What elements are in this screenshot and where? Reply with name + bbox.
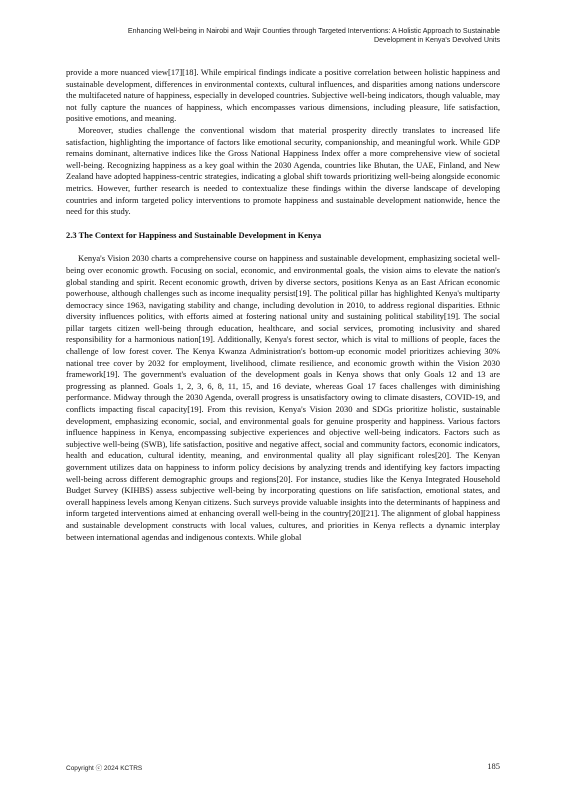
running-header-line-1: Enhancing Well-being in Nairobi and Wajir Counties through Targeted Interventions: A Holistic Approach to Sustainable [127,27,500,35]
copyright-notice: Copyright ⓒ 2024 KCTRS [66,765,143,772]
paragraph-1: provide a more nuanced view[17][18]. While empirical findings indicate a positive correlation between holistic happiness and sustainable development, differences in environmental contexts, cultural influences, and disparities among nations underscore the multifaceted nature of happiness, especially in developed countries. Subjective well-being indicators, though valuable, may not fully capture the nuances of happiness, which encompasses various dimensions, including pleasure, life satisfaction, positive emotions, and meaning. [66,67,500,124]
running-header [40,27,500,46]
paragraph-2: Moreover, studies challenge the conventional wisdom that material prosperity directly translates to increased life satisfaction, highlighting the importance of factors like emotional security, companionship, and meaningful work. While GDP remains dominant, alternative indices like the Gross National Happiness Index offer a more comprehensive view of societal well-being. Recognizing happiness as a key goal within the 2030 Agenda, countries like Bhutan, the UAE, Finland, and New Zealand have adopted happiness-centric strategies, indicating a global shift towards prioritizing well-being alongside economic metrics. However, further research is needed to contextualize these findings within the diverse landscape of developing countries and inform targeted policy interventions to promote happiness and sustainable development nationwide, hence the need for this study. [66,124,500,217]
section-heading: 2.3 The Context for Happiness and Sustainable Development in Kenya [66,229,322,240]
running-header-line-2: Development in Kenya's Devolved Units [374,36,500,45]
body-text [66,67,500,543]
paragraph-3: Kenya's Vision 2030 charts a comprehensive course on happiness and sustainable development, emphasizing societal well-being over economic growth. Focusing on social, economic, and environmental goals, the vision aims to elevate the nation's global standing and spirit. Recent economic growth, driven by diverse sectors, positions Kenya as an East African economic powerhouse, although challenges such as income inequality persist[19]. The political pillar has highlighted Kenya's multiparty democracy since 1963, navigating stability and change, including devolution in 2010, to address regional disparities. Ethnic diversity influences politics, with efforts aimed at fostering national unity and sustaining political stability[19]. The social pillar targets citizen well-being through education, healthcare, and social services, promoting inclusivity and shared responsibility for a harmonious nation[19]. Additionally, Kenya's forest sector, which is vital to millions of people, faces the challenge of low forest cover. The Kenya Kwanza Administration's bottom-up economic model prioritizes achieving 30% national tree cover by 2032 for employment, livelihood, climate resilience, and economic growth within the Vision 2030 framework[19]. The government's evaluation of the development goals in Kenya shows that only Goals 12 and 13 are progressing as planned. Goals 1, 2, 3, 6, 8, 11, 15, and 16 deviate, whereas Goal 17 faces challenges with diminishing performance. Midway through the 2030 Agenda, overall progress is unsatisfactory owing to climate disasters, COVID-19, and conflicts impacting fiscal capacity[19]. From this revision, Kenya's Vision 2030 and SDGs prioritize holistic, sustainable development, emphasizing economic, social, and environmental goals for genuine prosperity and happiness. Various factors influence happiness in Kenya, encompassing subjective experiences and objective well-being indicators. Factors such as subjective well-being (SWB), life satisfaction, positive and negative affect, social and community factors, economic indicators, health and education, cultural identity, meaning, and environmental quality all play significant roles[20]. The Kenyan government utilizes data on happiness to inform policy decisions by analyzing trends and identifying key factors impacting well-being across different demographic groups and regions[20]. For instance, studies like the Kenya Integrated Household Budget Survey (KIHBS) assess subjective well-being by incorporating questions on life satisfaction, emotional states, and overall happiness levels among Kenyan citizens. Such surveys provide valuable insights into the determinants of happiness and inform targeted interventions aimed at enhancing overall well-being in the country[20][21]. The alignment of global happiness and sustainable development constructs with local values, cultures, and priorities in Kenya reflects a dynamic interplay between international agendas and indigenous contexts. While global [66,253,500,542]
page-number: 185 [487,761,500,771]
